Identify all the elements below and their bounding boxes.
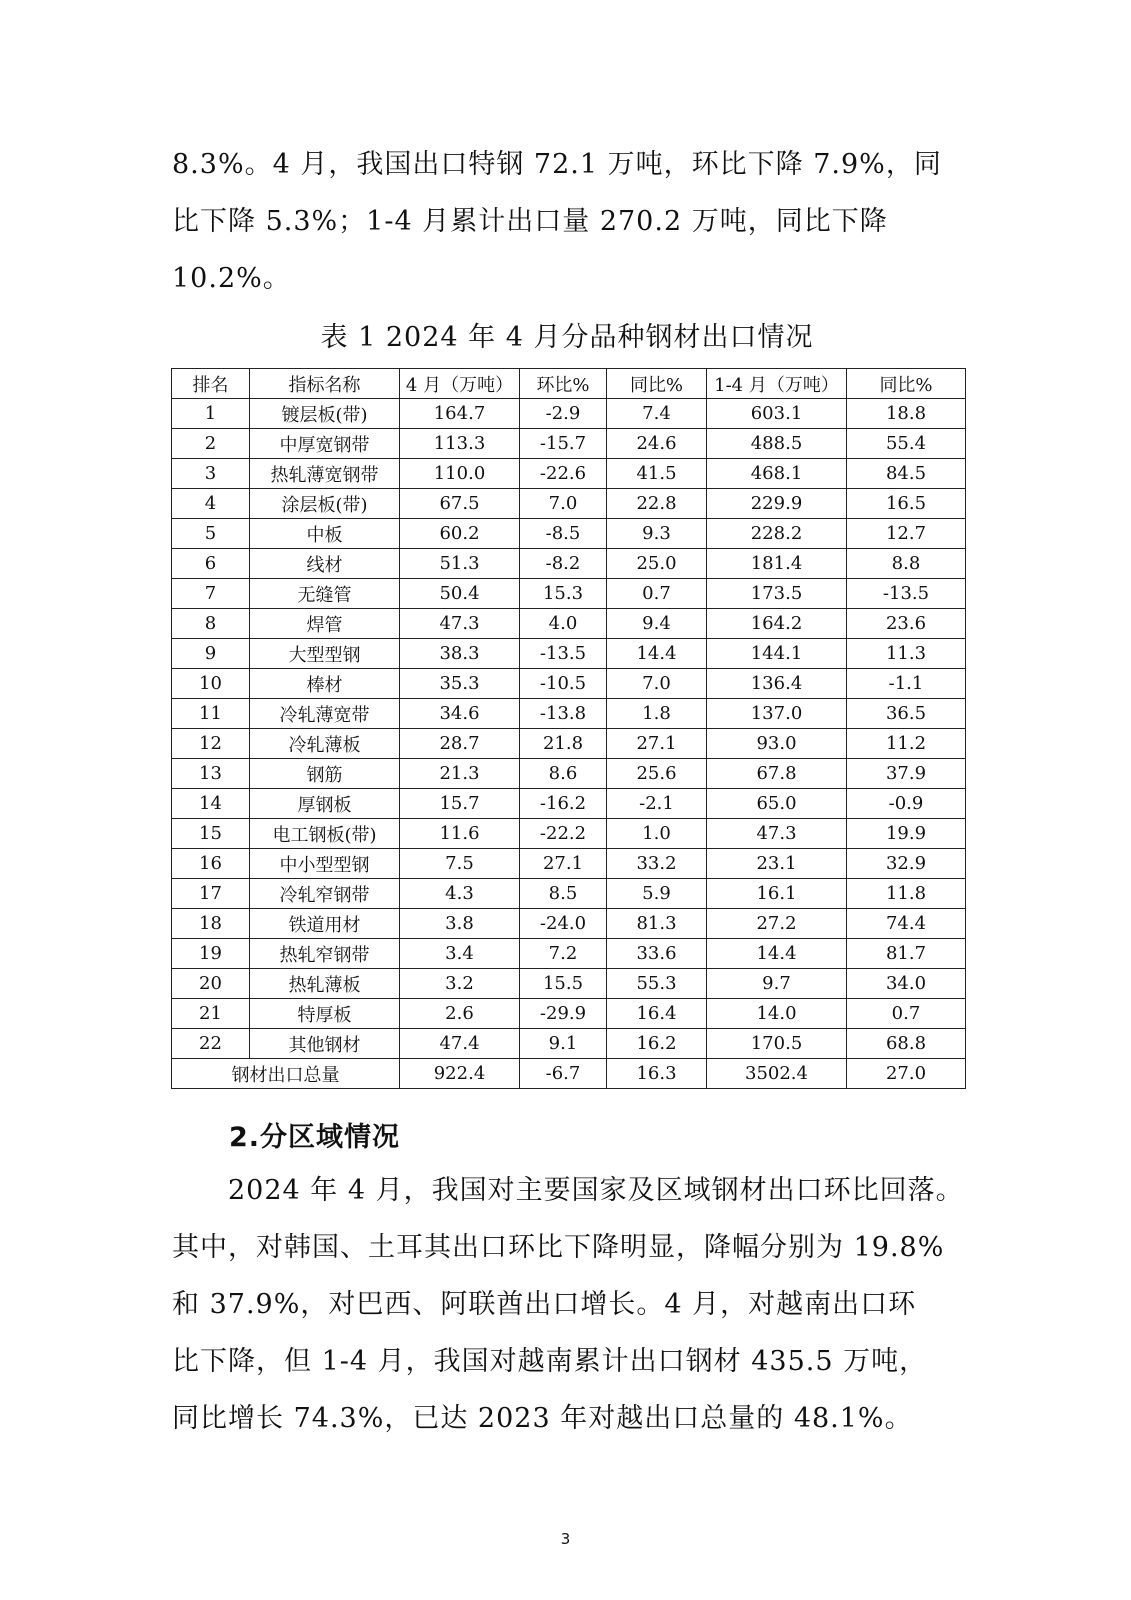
table-cell: 23.6 — [847, 609, 966, 639]
table-cell: -22.6 — [520, 459, 607, 489]
table-row — [172, 429, 966, 459]
table-cell: 3 — [172, 459, 250, 489]
table-cell: -22.2 — [520, 819, 607, 849]
table-row — [172, 759, 966, 789]
table-cell: 37.9 — [847, 759, 966, 789]
table-row — [172, 489, 966, 519]
table-cell: 11 — [172, 699, 250, 729]
table-cell: 11.6 — [400, 819, 520, 849]
table-cell: 55.3 — [607, 969, 707, 999]
table-cell: 焊管 — [250, 609, 400, 639]
table-cell: 9 — [172, 639, 250, 669]
table-row — [172, 399, 966, 429]
table-cell: 47.3 — [400, 609, 520, 639]
table-cell: 中小型型钢 — [250, 849, 400, 879]
table-cell: -8.2 — [520, 549, 607, 579]
table-cell: 无缝管 — [250, 579, 400, 609]
table-cell: 14.4 — [707, 939, 847, 969]
table-row — [172, 549, 966, 579]
table-cell: 0.7 — [607, 579, 707, 609]
table-cell: 28.7 — [400, 729, 520, 759]
table-cell: 冷轧窄钢带 — [250, 879, 400, 909]
table-cell: 9.4 — [607, 609, 707, 639]
table-cell: 5.9 — [607, 879, 707, 909]
table-row — [172, 849, 966, 879]
table-cell: 22.8 — [607, 489, 707, 519]
table-row — [172, 1029, 966, 1059]
column-header: 环比% — [520, 369, 607, 399]
table-cell: 228.2 — [707, 519, 847, 549]
table-cell: 12.7 — [847, 519, 966, 549]
column-header: 同比% — [847, 369, 966, 399]
table-cell: 13 — [172, 759, 250, 789]
table-cell: 9.3 — [607, 519, 707, 549]
table-cell: 144.1 — [707, 639, 847, 669]
table-cell: 8.6 — [520, 759, 607, 789]
table-cell: 9.1 — [520, 1029, 607, 1059]
table-cell: 18.8 — [847, 399, 966, 429]
table-cell: 2 — [172, 429, 250, 459]
table-cell: 32.9 — [847, 849, 966, 879]
table-cell: 16.4 — [607, 999, 707, 1029]
table-cell: 16 — [172, 849, 250, 879]
table-cell: 7.2 — [520, 939, 607, 969]
table-row — [172, 609, 966, 639]
intro-paragraph — [172, 136, 962, 307]
table-cell: 23.1 — [707, 849, 847, 879]
table-cell: 68.8 — [847, 1029, 966, 1059]
table-cell: 棒材 — [250, 669, 400, 699]
table-cell: 41.5 — [607, 459, 707, 489]
body-line: 2024 年 4 月，我国对主要国家及区域钢材出口环比回落。 — [172, 1175, 964, 1206]
table-cell: 603.1 — [707, 399, 847, 429]
table-cell: 7.4 — [607, 399, 707, 429]
table-cell: 特厚板 — [250, 999, 400, 1029]
table-cell: 8.8 — [847, 549, 966, 579]
table-cell: 55.4 — [847, 429, 966, 459]
table-cell: 34.6 — [400, 699, 520, 729]
table-row — [172, 819, 966, 849]
table-cell: 钢筋 — [250, 759, 400, 789]
table-cell: 9.7 — [707, 969, 847, 999]
table-cell: 8 — [172, 609, 250, 639]
page-number: 3 — [560, 1530, 571, 1548]
table-cell: 36.5 — [847, 699, 966, 729]
table-cell: 16.5 — [847, 489, 966, 519]
table-cell: 中厚宽钢带 — [250, 429, 400, 459]
table-row — [172, 519, 966, 549]
total-cell: 16.3 — [607, 1059, 707, 1089]
table-cell: 镀层板(带) — [250, 399, 400, 429]
table-row — [172, 789, 966, 819]
table-cell: 16.2 — [607, 1029, 707, 1059]
table-cell: -13.5 — [847, 579, 966, 609]
table-cell: 10 — [172, 669, 250, 699]
total-row — [172, 1059, 966, 1089]
column-header: 4 月（万吨） — [400, 369, 520, 399]
table-cell: 15.5 — [520, 969, 607, 999]
table-cell: 15.7 — [400, 789, 520, 819]
body-paragraph — [172, 1162, 962, 1447]
table-cell: 5 — [172, 519, 250, 549]
table-cell: 线材 — [250, 549, 400, 579]
table-cell: 1 — [172, 399, 250, 429]
table-cell: 229.9 — [707, 489, 847, 519]
section-heading: 2.分区域情况 — [229, 1122, 401, 1153]
table-cell: 181.4 — [707, 549, 847, 579]
table-row — [172, 639, 966, 669]
table-cell: 6 — [172, 549, 250, 579]
table-cell: 涂层板(带) — [250, 489, 400, 519]
table-caption: 表 1 2024 年 4 月分品种钢材出口情况 — [320, 322, 814, 353]
table-cell: 热轧窄钢带 — [250, 939, 400, 969]
table-cell: 27.1 — [520, 849, 607, 879]
table-row — [172, 879, 966, 909]
table-cell: -29.9 — [520, 999, 607, 1029]
total-cell: -6.7 — [520, 1059, 607, 1089]
table-cell: 21 — [172, 999, 250, 1029]
table-cell: -1.1 — [847, 669, 966, 699]
table-cell: 15 — [172, 819, 250, 849]
table-cell: 电工钢板(带) — [250, 819, 400, 849]
column-header: 排名 — [172, 369, 250, 399]
table-cell: 50.4 — [400, 579, 520, 609]
table-cell: 11.2 — [847, 729, 966, 759]
table-row — [172, 909, 966, 939]
table-cell: 19.9 — [847, 819, 966, 849]
total-cell: 3502.4 — [707, 1059, 847, 1089]
table-cell: 25.6 — [607, 759, 707, 789]
column-header: 指标名称 — [250, 369, 400, 399]
table-cell: 47.3 — [707, 819, 847, 849]
table-cell: 4.3 — [400, 879, 520, 909]
table-cell: 14.0 — [707, 999, 847, 1029]
table-cell: 33.2 — [607, 849, 707, 879]
table-cell: 18 — [172, 909, 250, 939]
total-label: 钢材出口总量 — [172, 1059, 400, 1089]
table-cell: 22 — [172, 1029, 250, 1059]
table-cell: 170.5 — [707, 1029, 847, 1059]
table-cell: 1.8 — [607, 699, 707, 729]
table-cell: -16.2 — [520, 789, 607, 819]
table-cell: 其他钢材 — [250, 1029, 400, 1059]
intro-line: 比下降 5.3%；1-4 月累计出口量 270.2 万吨，同比下降 — [172, 206, 888, 237]
table-cell: -2.9 — [520, 399, 607, 429]
table-cell: -10.5 — [520, 669, 607, 699]
table-cell: 厚钢板 — [250, 789, 400, 819]
table-cell: 110.0 — [400, 459, 520, 489]
total-cell: 27.0 — [847, 1059, 966, 1089]
body-line: 比下降，但 1-4 月，我国对越南累计出口钢材 435.5 万吨， — [172, 1346, 928, 1377]
table-cell: 67.8 — [707, 759, 847, 789]
table-cell: 81.7 — [847, 939, 966, 969]
table-cell: 17 — [172, 879, 250, 909]
table-cell: 15.3 — [520, 579, 607, 609]
table-row — [172, 969, 966, 999]
table-header-row — [172, 369, 966, 399]
table-cell: 51.3 — [400, 549, 520, 579]
table-cell: 25.0 — [607, 549, 707, 579]
table-cell: 488.5 — [707, 429, 847, 459]
table-cell: 14.4 — [607, 639, 707, 669]
table-cell: 136.4 — [707, 669, 847, 699]
table-cell: -8.5 — [520, 519, 607, 549]
body-line: 和 37.9%，对巴西、阿联酋出口增长。4 月，对越南出口环 — [172, 1289, 917, 1320]
table-cell: 34.0 — [847, 969, 966, 999]
table-cell: 3.8 — [400, 909, 520, 939]
table-cell: 0.7 — [847, 999, 966, 1029]
table-cell: 60.2 — [400, 519, 520, 549]
intro-line: 10.2%。 — [172, 263, 291, 294]
table-cell: 21.3 — [400, 759, 520, 789]
table-cell: 74.4 — [847, 909, 966, 939]
table-cell: 7 — [172, 579, 250, 609]
table-cell: 3.2 — [400, 969, 520, 999]
table-cell: 81.3 — [607, 909, 707, 939]
column-header: 1-4 月（万吨） — [707, 369, 847, 399]
table-cell: 27.2 — [707, 909, 847, 939]
table-row — [172, 939, 966, 969]
table-row — [172, 999, 966, 1029]
table-cell: 8.5 — [520, 879, 607, 909]
table-cell: 12 — [172, 729, 250, 759]
table-row — [172, 579, 966, 609]
body-line: 同比增长 74.3%，已达 2023 年对越出口总量的 48.1%。 — [172, 1403, 913, 1434]
table-cell: 热轧薄宽钢带 — [250, 459, 400, 489]
table-cell: -24.0 — [520, 909, 607, 939]
table-cell: 中板 — [250, 519, 400, 549]
table-cell: -2.1 — [607, 789, 707, 819]
total-cell: 922.4 — [400, 1059, 520, 1089]
table-cell: 21.8 — [520, 729, 607, 759]
table-cell: 19 — [172, 939, 250, 969]
table-cell: -13.5 — [520, 639, 607, 669]
table-cell: 164.7 — [400, 399, 520, 429]
table-cell: 27.1 — [607, 729, 707, 759]
column-header: 同比% — [607, 369, 707, 399]
table-row — [172, 459, 966, 489]
table-cell: 47.4 — [400, 1029, 520, 1059]
table-cell: -15.7 — [520, 429, 607, 459]
table-cell: 93.0 — [707, 729, 847, 759]
intro-line: 8.3%。4 月，我国出口特钢 72.1 万吨，环比下降 7.9%，同 — [172, 149, 942, 180]
table-cell: 14 — [172, 789, 250, 819]
table-body — [172, 399, 966, 1089]
body-line: 其中，对韩国、土耳其出口环比下降明显，降幅分别为 19.8% — [172, 1232, 945, 1263]
table-cell: 164.2 — [707, 609, 847, 639]
table-cell: 38.3 — [400, 639, 520, 669]
steel-export-table — [171, 368, 966, 1089]
table-cell: 3.4 — [400, 939, 520, 969]
table-cell: 11.3 — [847, 639, 966, 669]
table-cell: 84.5 — [847, 459, 966, 489]
table-cell: 65.0 — [707, 789, 847, 819]
table-cell: -0.9 — [847, 789, 966, 819]
table-cell: 24.6 — [607, 429, 707, 459]
table-cell: 4 — [172, 489, 250, 519]
table-row — [172, 669, 966, 699]
table-cell: 137.0 — [707, 699, 847, 729]
table-cell: 冷轧薄宽带 — [250, 699, 400, 729]
table-cell: 468.1 — [707, 459, 847, 489]
table-cell: 35.3 — [400, 669, 520, 699]
table-cell: 11.8 — [847, 879, 966, 909]
table-cell: 7.0 — [520, 489, 607, 519]
table-cell: 1.0 — [607, 819, 707, 849]
table-cell: 冷轧薄板 — [250, 729, 400, 759]
table-cell: 7.0 — [607, 669, 707, 699]
table-cell: 173.5 — [707, 579, 847, 609]
table-cell: 铁道用材 — [250, 909, 400, 939]
table-cell: 113.3 — [400, 429, 520, 459]
table-cell: 2.6 — [400, 999, 520, 1029]
table-cell: 热轧薄板 — [250, 969, 400, 999]
table-cell: 7.5 — [400, 849, 520, 879]
table-cell: 20 — [172, 969, 250, 999]
table-cell: 67.5 — [400, 489, 520, 519]
table-cell: 4.0 — [520, 609, 607, 639]
table-cell: 大型型钢 — [250, 639, 400, 669]
table-cell: -13.8 — [520, 699, 607, 729]
table-row — [172, 699, 966, 729]
table-row — [172, 729, 966, 759]
table-cell: 16.1 — [707, 879, 847, 909]
table-cell: 33.6 — [607, 939, 707, 969]
